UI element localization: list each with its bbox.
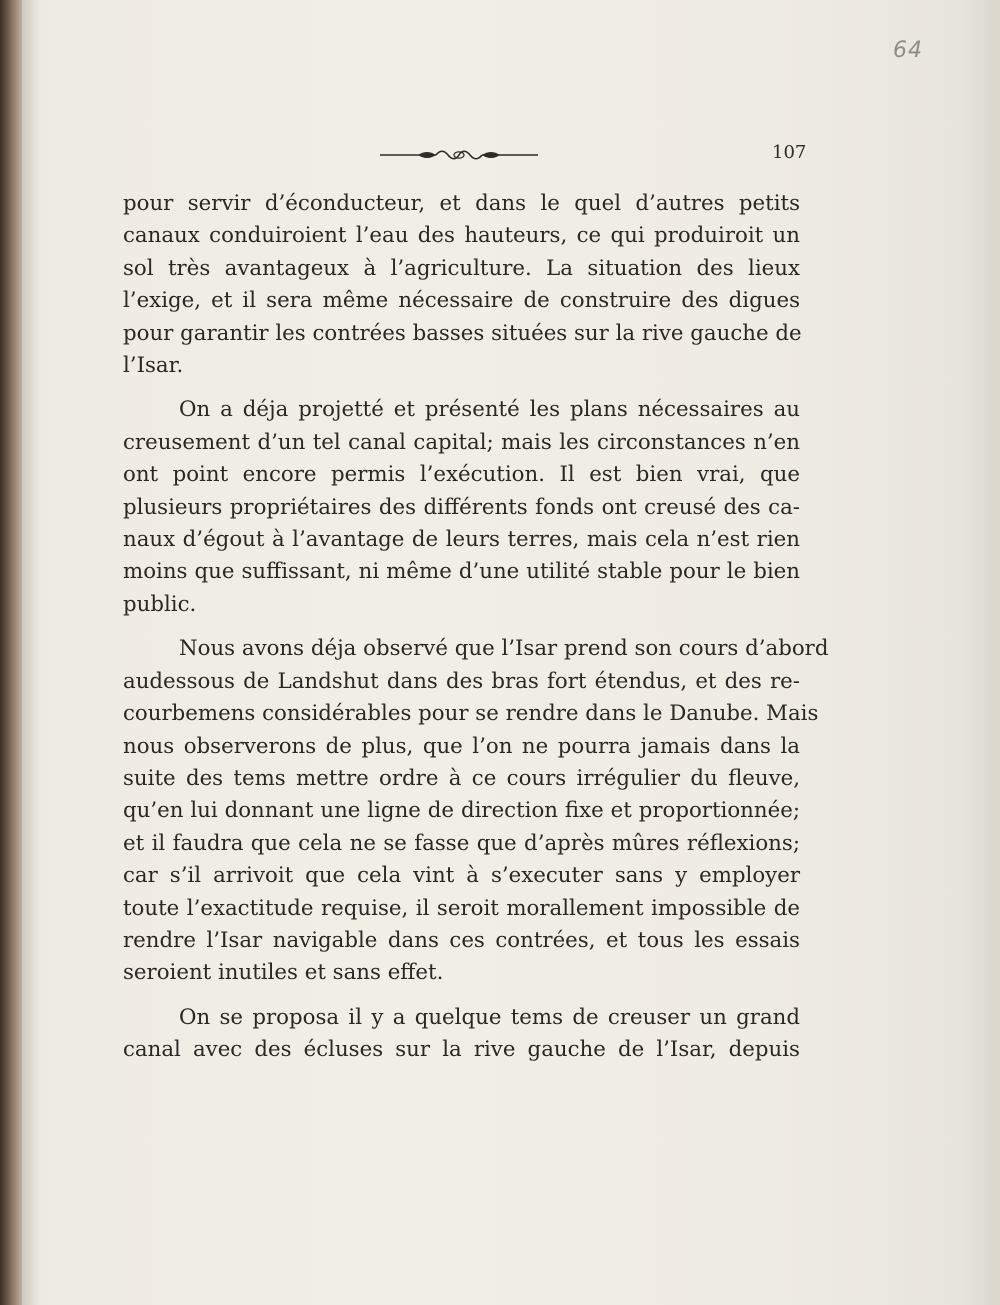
text-line: l’Isar. — [123, 353, 184, 379]
text-line: seroient inutiles et sans effet. — [123, 960, 444, 986]
text-line: On se proposa il y a quelque tems de creuser un grand — [179, 1004, 800, 1030]
handwritten-folio-number: 64 — [893, 38, 923, 63]
text-line: courbemens considérables pour se rendre dans le Danube. Mais — [123, 701, 819, 727]
text-line: public. — [123, 591, 197, 617]
text-line: et il faudra que cela ne se fasse que d’après mûres réflexions; — [123, 830, 800, 856]
text-line: plusieurs propriétaires des différents fonds ont creusé des ca- — [123, 494, 800, 520]
text-line: ont point encore permis l’exécution. Il est bien vrai, que — [123, 462, 800, 488]
text-line: sol très avantageux à l’agriculture. La situation des lieux — [123, 255, 800, 281]
text-line: pour garantir les contrées basses situées sur la rive gauche de — [123, 320, 802, 346]
paragraph-4 — [123, 1002, 800, 1067]
paragraph-1 — [123, 188, 800, 382]
paragraph-3 — [123, 633, 829, 989]
text-line: On a déja projetté et présenté les plans nécessaires au — [179, 397, 800, 423]
text-line: naux d’égout à l’avantage de leurs terres, mais cela n’est rien — [123, 527, 800, 553]
page-number: 107 — [772, 142, 807, 163]
text-line: l’exige, et il sera même nécessaire de construire des digues — [123, 288, 800, 314]
text-line: nous observerons de plus, que l’on ne pourra jamais dans la — [123, 733, 800, 759]
text-line: canal avec des écluses sur la rive gauche de l’Isar, depuis — [123, 1037, 800, 1063]
text-line: pour servir d’éconducteur, et dans le quel d’autres petits — [123, 191, 800, 216]
previous-page-edge — [0, 0, 40, 1305]
text-line: toute l’exactitude requise, il seroit morallement impossible de — [123, 895, 800, 921]
text-line: moins que suffissant, ni même d’une utilité stable pour le bien — [123, 559, 800, 585]
text-line: creusement d’un tel canal capital; mais les circonstances n’en — [123, 429, 800, 455]
text-line: canaux conduiroient l’eau des hauteurs, ce qui produiroit un — [123, 223, 800, 249]
text-line: car s’il arrivoit que cela vint à s’executer sans y employer — [123, 863, 800, 889]
text-line: rendre l’Isar navigable dans ces contrées, et tous les essais — [123, 927, 800, 953]
paragraph-2 — [123, 394, 800, 621]
text-line: audessous de Landshut dans des bras fort étendus, et des re- — [123, 668, 800, 694]
text-line: Nous avons déja observé que l’Isar prend son cours d’abord — [179, 636, 829, 662]
text-line: suite des tems mettre ordre à ce cours irrégulier du fleuve, — [123, 765, 800, 791]
header-ornament — [378, 145, 540, 165]
body-text — [123, 188, 829, 1079]
text-line: qu’en lui donnant une ligne de direction fixe et proportionnée; — [123, 798, 800, 824]
